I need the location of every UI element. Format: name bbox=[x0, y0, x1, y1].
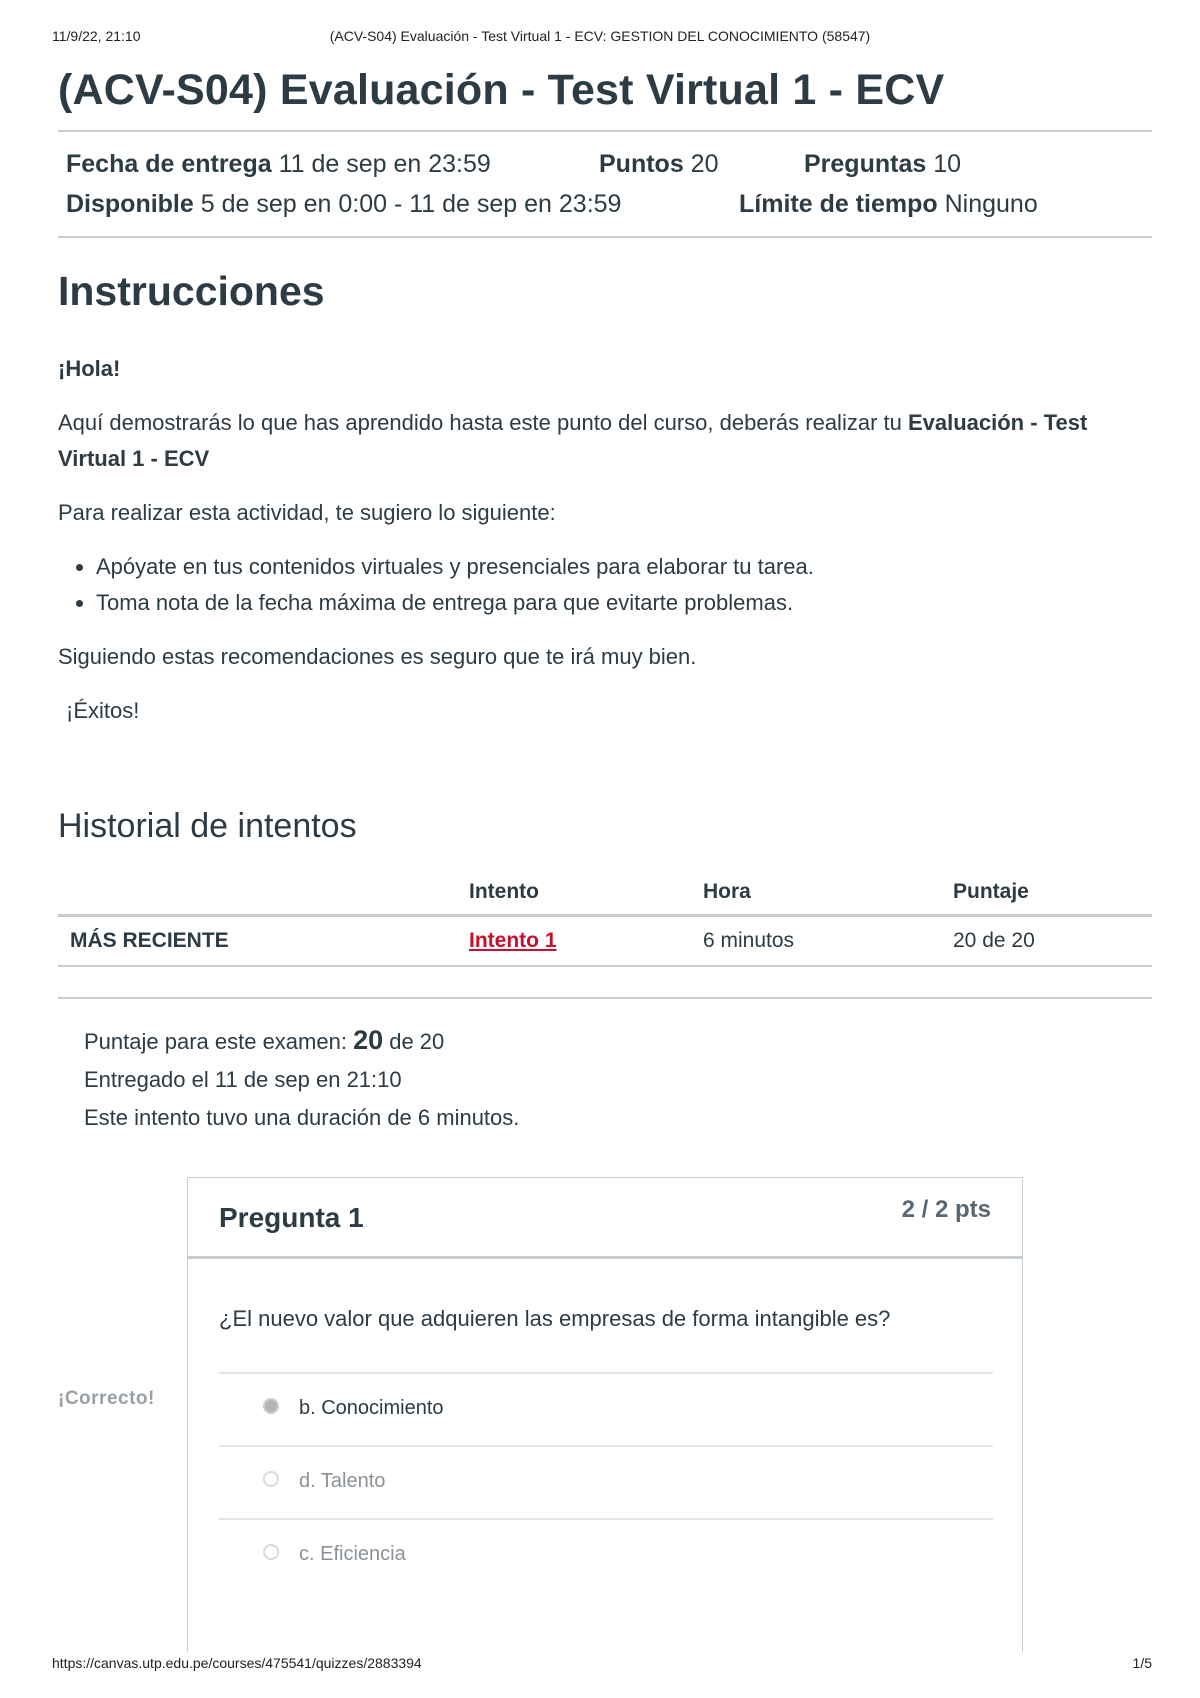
attempt-link[interactable]: Intento 1 bbox=[469, 929, 557, 952]
page-title: (ACV-S04) Evaluación - Test Virtual 1 - ECV bbox=[58, 66, 945, 114]
submitted-line: Entregado el 11 de sep en 21:10 bbox=[84, 1067, 402, 1092]
column-header: Intento bbox=[457, 872, 691, 916]
answer-option[interactable] bbox=[219, 1518, 993, 1591]
column-header bbox=[58, 872, 457, 916]
points: Puntos 20 bbox=[599, 150, 719, 178]
table-row bbox=[58, 916, 1152, 967]
radio-icon[interactable] bbox=[263, 1471, 279, 1487]
page-number: 1/5 bbox=[1132, 1655, 1152, 1671]
history-heading: Historial de intentos bbox=[58, 807, 357, 845]
greeting: ¡Hola! bbox=[58, 356, 121, 381]
instructions-heading: Instrucciones bbox=[58, 268, 325, 314]
attempt-cell bbox=[457, 916, 691, 967]
tips-list bbox=[58, 549, 1152, 621]
radio-selected-icon[interactable] bbox=[263, 1398, 279, 1414]
row-label: MÁS RECIENTE bbox=[58, 916, 457, 967]
question-text: ¿El nuevo valor que adquieren las empresas de forma intangible es? bbox=[219, 1306, 891, 1331]
divider bbox=[58, 997, 1152, 999]
farewell-text: ¡Éxitos! bbox=[66, 698, 140, 723]
print-url: https://canvas.utp.edu.pe/courses/475541/quizzes/2883394 bbox=[52, 1655, 422, 1671]
answer-label: d. Talento bbox=[299, 1470, 386, 1492]
list-item: • Toma nota de la fecha máxima de entrega para que evitarte problemas. bbox=[96, 585, 1152, 621]
print-date: 11/9/22, 21:10 bbox=[52, 28, 141, 44]
table-header-row bbox=[58, 872, 1152, 916]
attempts-table bbox=[58, 872, 1152, 967]
answer-option[interactable] bbox=[219, 1445, 993, 1518]
score-line: Puntaje para este examen: 20 de 20 bbox=[84, 1025, 445, 1055]
correct-flag: ¡Correcto! bbox=[58, 1388, 155, 1409]
question-points: 2 / 2 pts bbox=[901, 1196, 991, 1223]
time-cell: 6 minutos bbox=[691, 916, 941, 967]
time-limit: Límite de tiempo Ninguno bbox=[739, 190, 1038, 218]
suggestion-text: Para realizar esta actividad, te sugiero lo siguiente: bbox=[58, 500, 556, 525]
question-card bbox=[187, 1177, 1023, 1652]
question-title: Pregunta 1 bbox=[219, 1202, 364, 1233]
due-date: Fecha de entrega 11 de sep en 23:59 bbox=[66, 150, 491, 178]
quiz-details bbox=[58, 132, 1152, 236]
question-count: Preguntas 10 bbox=[804, 150, 962, 178]
question-header bbox=[188, 1178, 1022, 1259]
column-header: Hora bbox=[691, 872, 941, 916]
list-item: • Apóyate en tus contenidos virtuales y presenciales para elaborar tu tarea. bbox=[96, 549, 1152, 585]
duration-line: Este intento tuvo una duración de 6 minutos. bbox=[84, 1105, 520, 1130]
answer-option[interactable] bbox=[219, 1372, 993, 1445]
print-title: (ACV-S04) Evaluación - Test Virtual 1 - ECV: GESTION DEL CONOCIMIENTO (58547) bbox=[329, 28, 871, 44]
print-header bbox=[0, 28, 1200, 48]
attempt-summary bbox=[58, 1021, 1152, 1137]
score-cell: 20 de 20 bbox=[941, 916, 1152, 967]
closing-text: Siguiendo estas recomendaciones es seguro que te irá muy bien. bbox=[58, 644, 697, 669]
divider bbox=[58, 236, 1152, 238]
quiz-page bbox=[58, 62, 1152, 1137]
answer-list bbox=[219, 1372, 993, 1591]
column-header: Puntaje bbox=[941, 872, 1152, 916]
answer-label: b. Conocimiento bbox=[299, 1397, 444, 1419]
intro-paragraph: Aquí demostrarás lo que has aprendido hasta este punto del curso, deberás realizar tu Evaluación - Test Virtual 1 - ECV bbox=[58, 410, 1088, 471]
answer-label: c. Eficiencia bbox=[299, 1543, 406, 1565]
availability: Disponible 5 de sep en 0:00 - 11 de sep en 23:59 bbox=[66, 190, 622, 218]
radio-icon[interactable] bbox=[263, 1544, 279, 1560]
